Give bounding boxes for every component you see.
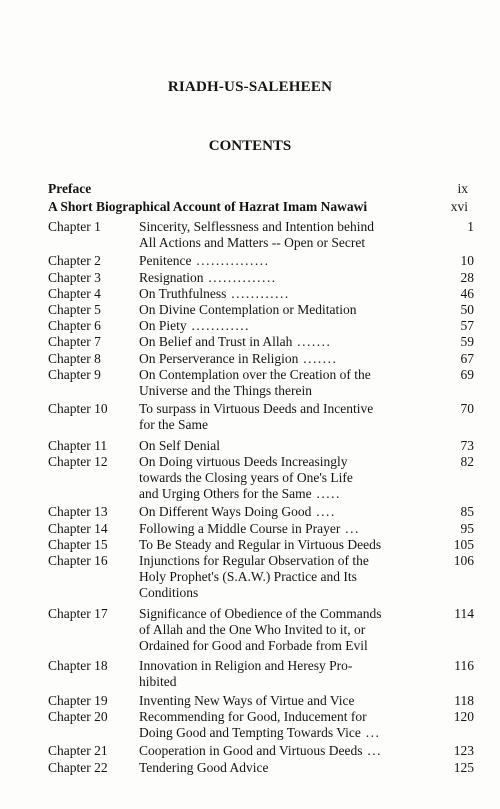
chapter-label: Chapter 7 bbox=[48, 334, 101, 350]
chapter-title-line: Ordained for Good and Forbade from Evil bbox=[139, 638, 368, 654]
chapter-title-line: towards the Closing years of One's Life bbox=[139, 470, 353, 486]
dot-leader: ... bbox=[362, 743, 383, 759]
chapter-title-line: On Self Denial bbox=[139, 437, 220, 453]
chapter-label: Chapter 13 bbox=[48, 504, 108, 520]
page-number: xvi bbox=[450, 199, 468, 214]
dot-leader: ..... bbox=[311, 486, 341, 502]
page-number: 50 bbox=[460, 302, 474, 318]
chapter-title-line: Conditions bbox=[139, 585, 199, 601]
page-number: 114 bbox=[454, 605, 474, 621]
dot-leader: .... bbox=[311, 504, 336, 520]
page-number: 67 bbox=[460, 350, 474, 366]
chapter-title-line: On Piety ............ bbox=[139, 318, 251, 334]
contents-heading: CONTENTS bbox=[208, 138, 292, 154]
chapter-title-line: On Belief and Trust in Allah ....... bbox=[139, 334, 332, 350]
chapter-title-line: Cooperation in Good and Virtuous Deeds ... bbox=[139, 743, 383, 759]
toc-entry bbox=[48, 302, 474, 318]
toc-entry bbox=[48, 286, 474, 302]
page-number: 70 bbox=[460, 401, 474, 417]
toc-entry bbox=[48, 401, 474, 433]
toc-entry bbox=[48, 454, 474, 503]
dot-leader: ....... bbox=[298, 350, 338, 366]
toc-entry bbox=[48, 504, 474, 520]
chapter-title bbox=[139, 367, 424, 399]
toc-entry bbox=[48, 318, 474, 334]
toc-entry bbox=[48, 351, 474, 367]
chapter-label: Chapter 4 bbox=[48, 285, 101, 301]
chapter-label: Chapter 15 bbox=[48, 536, 108, 552]
chapter-label: Chapter 3 bbox=[48, 269, 101, 285]
chapter-title-line: Sincerity, Selflessness and Intention behind bbox=[139, 219, 374, 234]
toc-entry bbox=[48, 334, 474, 350]
chapter-label: Chapter 17 bbox=[48, 605, 108, 621]
book-title: RIADH-US-SALEHEEN bbox=[167, 79, 333, 95]
chapter-title bbox=[139, 334, 424, 350]
chapter-title-line: To Be Steady and Regular in Virtuous Deeds bbox=[139, 536, 382, 552]
toc-entry bbox=[48, 270, 474, 286]
chapter-label: Chapter 1 bbox=[48, 219, 101, 234]
chapter-title-line: On Divine Contemplation or Meditation bbox=[139, 302, 357, 318]
chapter-title bbox=[139, 401, 424, 433]
chapter-title-line: hibited bbox=[139, 674, 177, 690]
toc-entry bbox=[48, 606, 474, 655]
toc-entry bbox=[48, 253, 474, 269]
page-number: 10 bbox=[460, 253, 474, 269]
chapter-label: Chapter 2 bbox=[48, 253, 101, 269]
toc-entry bbox=[48, 438, 474, 454]
toc-entry bbox=[48, 367, 474, 399]
front-matter-preface bbox=[48, 181, 468, 197]
toc-entry bbox=[48, 760, 474, 776]
chapter-title-line: of Allah and the One Who Invited to it, or bbox=[139, 621, 366, 637]
chapter-title bbox=[139, 286, 424, 302]
chapter-title bbox=[139, 658, 424, 690]
toc-entry bbox=[48, 553, 474, 602]
chapter-title-line: Following a Middle Course in Prayer ... bbox=[139, 520, 360, 536]
page-number: 69 bbox=[460, 366, 474, 382]
page-number: 125 bbox=[453, 759, 474, 775]
page-number: 85 bbox=[460, 504, 474, 520]
toc-entry bbox=[48, 521, 474, 537]
chapter-title bbox=[139, 438, 424, 454]
chapter-title bbox=[139, 454, 424, 503]
chapter-title bbox=[139, 537, 424, 553]
chapter-title bbox=[139, 760, 424, 776]
front-matter-title: Preface bbox=[48, 181, 92, 196]
chapter-title bbox=[139, 270, 424, 286]
page-number: 118 bbox=[454, 692, 474, 708]
toc-entry bbox=[48, 658, 474, 690]
chapter-title-line: Penitence ............... bbox=[139, 253, 270, 269]
chapter-label: Chapter 14 bbox=[48, 520, 108, 536]
front-matter-title: A Short Biographical Account of Hazrat Imam Nawawi bbox=[48, 199, 368, 214]
chapter-title-line: Resignation .............. bbox=[139, 269, 277, 285]
chapter-label: Chapter 5 bbox=[48, 302, 101, 318]
chapter-title-line: Innovation in Religion and Heresy Pro- bbox=[139, 658, 353, 674]
chapter-label: Chapter 16 bbox=[48, 553, 108, 569]
chapter-label: Chapter 18 bbox=[48, 658, 108, 674]
chapter-label: Chapter 10 bbox=[48, 401, 108, 417]
front-matter-biography bbox=[48, 199, 468, 215]
dot-leader: ... bbox=[360, 725, 381, 741]
page-number: 82 bbox=[460, 453, 474, 469]
table-of-contents bbox=[48, 219, 474, 776]
chapter-title bbox=[139, 253, 424, 269]
chapter-title-line: Injunctions for Regular Observation of the bbox=[139, 553, 369, 569]
dot-leader: ............ bbox=[226, 285, 290, 301]
chapter-label: Chapter 20 bbox=[48, 708, 108, 724]
dot-leader: ............ bbox=[186, 318, 251, 334]
chapter-title bbox=[139, 504, 424, 520]
chapter-title-line: for the Same bbox=[139, 417, 208, 433]
chapter-title bbox=[139, 709, 424, 741]
chapter-title-line: Recommending for Good, Inducement for bbox=[139, 708, 367, 724]
chapter-title-line: On Perserverance in Religion ....... bbox=[139, 350, 338, 366]
chapter-label: Chapter 9 bbox=[48, 366, 101, 382]
page-number: 28 bbox=[460, 269, 474, 285]
chapter-title-line: Tendering Good Advice bbox=[139, 759, 269, 775]
chapter-title-line: On Doing virtuous Deeds Increasingly bbox=[139, 453, 348, 469]
chapter-title-line: Inventing New Ways of Virtue and Vice bbox=[139, 692, 355, 708]
page-number: 57 bbox=[460, 318, 474, 334]
toc-entry bbox=[48, 219, 474, 251]
chapter-title-line: Doing Good and Tempting Towards Vice ... bbox=[139, 725, 381, 741]
chapter-label: Chapter 6 bbox=[48, 318, 101, 334]
toc-entry bbox=[48, 537, 474, 553]
chapter-title bbox=[139, 521, 424, 537]
chapter-title-line: Significance of Obedience of the Commands bbox=[139, 605, 382, 621]
chapter-title bbox=[139, 553, 424, 602]
chapter-title-line: Universe and the Things therein bbox=[139, 383, 312, 399]
chapter-label: Chapter 8 bbox=[48, 350, 101, 366]
page-number: 73 bbox=[460, 437, 474, 453]
page-number: 105 bbox=[453, 536, 474, 552]
chapter-label: Chapter 22 bbox=[48, 759, 108, 775]
chapter-title-line: Holy Prophet's (S.A.W.) Practice and Its bbox=[139, 569, 357, 585]
chapter-title-line: and Urging Others for the Same ..... bbox=[139, 486, 341, 502]
chapter-title bbox=[139, 606, 424, 655]
chapter-title-line: To surpass in Virtuous Deeds and Incentive bbox=[139, 401, 374, 417]
page-number: 106 bbox=[453, 553, 474, 569]
dot-leader: ............... bbox=[191, 253, 270, 269]
toc-entry bbox=[48, 709, 474, 741]
page-number: 59 bbox=[460, 334, 474, 350]
chapter-title bbox=[139, 302, 424, 318]
page-number: ix bbox=[457, 181, 468, 196]
toc-entry bbox=[48, 743, 474, 759]
chapter-title-line: On Different Ways Doing Good .... bbox=[139, 504, 336, 520]
chapter-title-line: On Truthfulness ............ bbox=[139, 285, 290, 301]
chapter-title bbox=[139, 219, 424, 251]
chapter-title-line: On Contemplation over the Creation of the bbox=[139, 366, 371, 382]
chapter-title bbox=[139, 743, 424, 759]
chapter-title-line: All Actions and Matters -- Open or Secret bbox=[139, 235, 366, 251]
page-number: 1 bbox=[467, 219, 474, 234]
dot-leader: ... bbox=[340, 520, 360, 536]
page-number: 46 bbox=[460, 285, 474, 301]
toc-entry bbox=[48, 693, 474, 709]
chapter-label: Chapter 21 bbox=[48, 743, 108, 759]
page-number: 116 bbox=[454, 658, 474, 674]
page-number: 120 bbox=[453, 708, 474, 724]
chapter-label: Chapter 11 bbox=[48, 437, 108, 453]
page-number: 123 bbox=[453, 743, 474, 759]
dot-leader: .............. bbox=[203, 269, 277, 285]
page-number: 95 bbox=[460, 520, 474, 536]
chapter-title bbox=[139, 693, 424, 709]
chapter-title bbox=[139, 351, 424, 367]
chapter-label: Chapter 12 bbox=[48, 453, 108, 469]
chapter-label: Chapter 19 bbox=[48, 692, 108, 708]
chapter-title bbox=[139, 318, 424, 334]
dot-leader: ....... bbox=[292, 334, 332, 350]
